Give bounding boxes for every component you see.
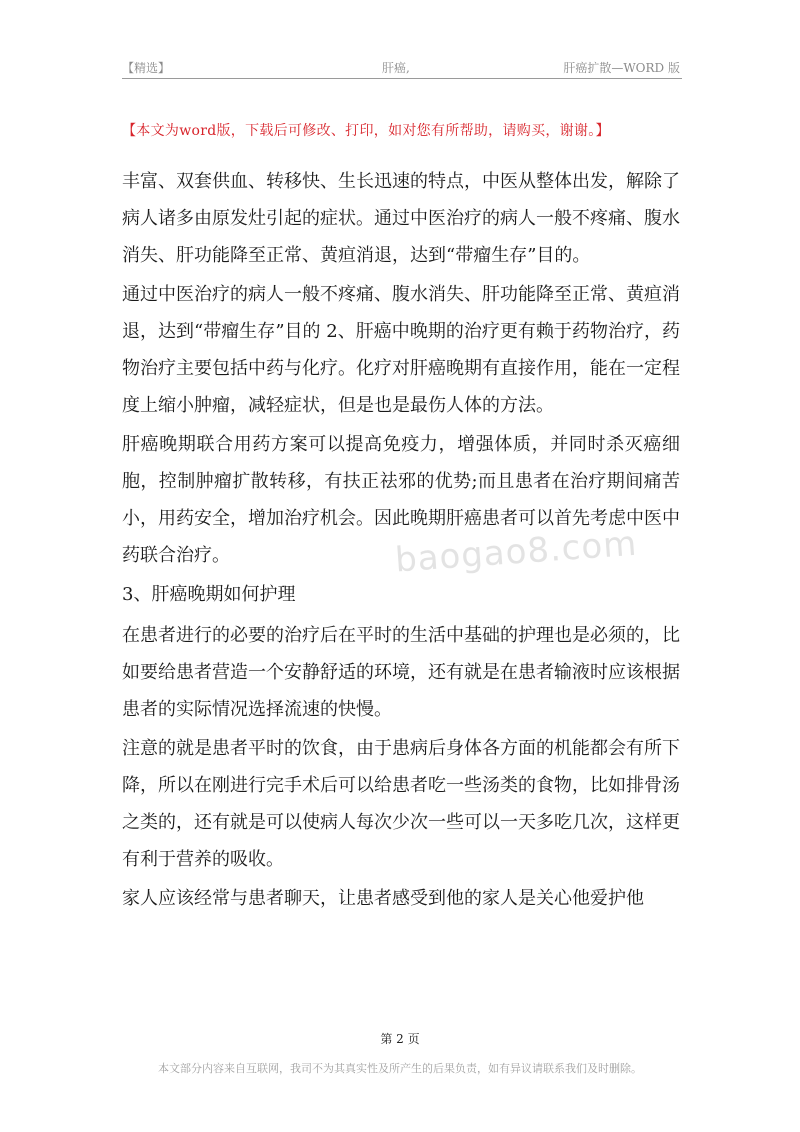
- header-center-label: 肝癌,: [382, 61, 410, 75]
- download-notice: 【本文为word版，下载后可修改、打印，如对您有所帮助，请购买，谢谢。】: [122, 123, 610, 139]
- document-body: [122, 163, 680, 919]
- footer-disclaimer: 本文部分内容来自互联网，我司不为其真实性及所产生的后果负责，如有异议请联系我们及时删除。: [158, 1062, 642, 1075]
- watermark-logo: baogao8.com: [393, 523, 639, 581]
- body-paragraph: 丰富、双套供血、转移快、生长迅速的特点，中医从整体出发，解除了病人诸多由原发灶引起的症状。通过中医治疗的病人一般不疼痛、腹水消失、肝功能降至正常、黄疸消退，达到“带瘤生存”目的。: [122, 171, 680, 266]
- section-heading: 3、肝癌晚期如何护理: [122, 584, 296, 605]
- body-paragraph: 注意的就是患者平时的饮食，由于患病后身体各方面的机能都会有所下降，所以在刚进行完手术后可以给患者吃一些汤类的食物，比如排骨汤之类的，还有就是可以使病人每次少次一些可以一天多吃几次，这样更有利于营养的吸收。: [122, 738, 680, 870]
- header-right-label: 肝癌扩散—WORD 版: [563, 61, 680, 75]
- body-paragraph: 肝癌晚期联合用药方案可以提高免疫力，增强体质，并同时杀灭癌细胞，控制肿瘤扩散转移，有扶正祛邪的优势;而且患者在治疗期间痛苦小，用药安全，增加治疗机会。因此晚期肝癌患者可以首先考虑中医中药联合治疗。: [122, 434, 680, 566]
- page-number: 第 2 页: [380, 1032, 420, 1046]
- page-header: [122, 56, 682, 79]
- body-paragraph: 在患者进行的必要的治疗后在平时的生活中基础的护理也是必须的，比如要给患者营造一个安静舒适的环境，还有就是在患者输液时应该根据患者的实际情况选择流速的快慢。: [122, 625, 680, 720]
- body-paragraph: 家人应该经常与患者聊天，让患者感受到他的家人是关心他爱护他: [122, 888, 644, 909]
- body-paragraph: 通过中医治疗的病人一般不疼痛、腹水消失、肝功能降至正常、黄疸消退，达到“带瘤生存”目的 2、肝癌中晚期的治疗更有赖于药物治疗，药物治疗主要包括中药与化疗。化疗对肝癌晚期有直接作用，能在一定程度上缩小肿瘤，减轻症状，但是也是最伤人体的方法。: [122, 284, 680, 416]
- header-left-label: 【精选】: [122, 61, 171, 75]
